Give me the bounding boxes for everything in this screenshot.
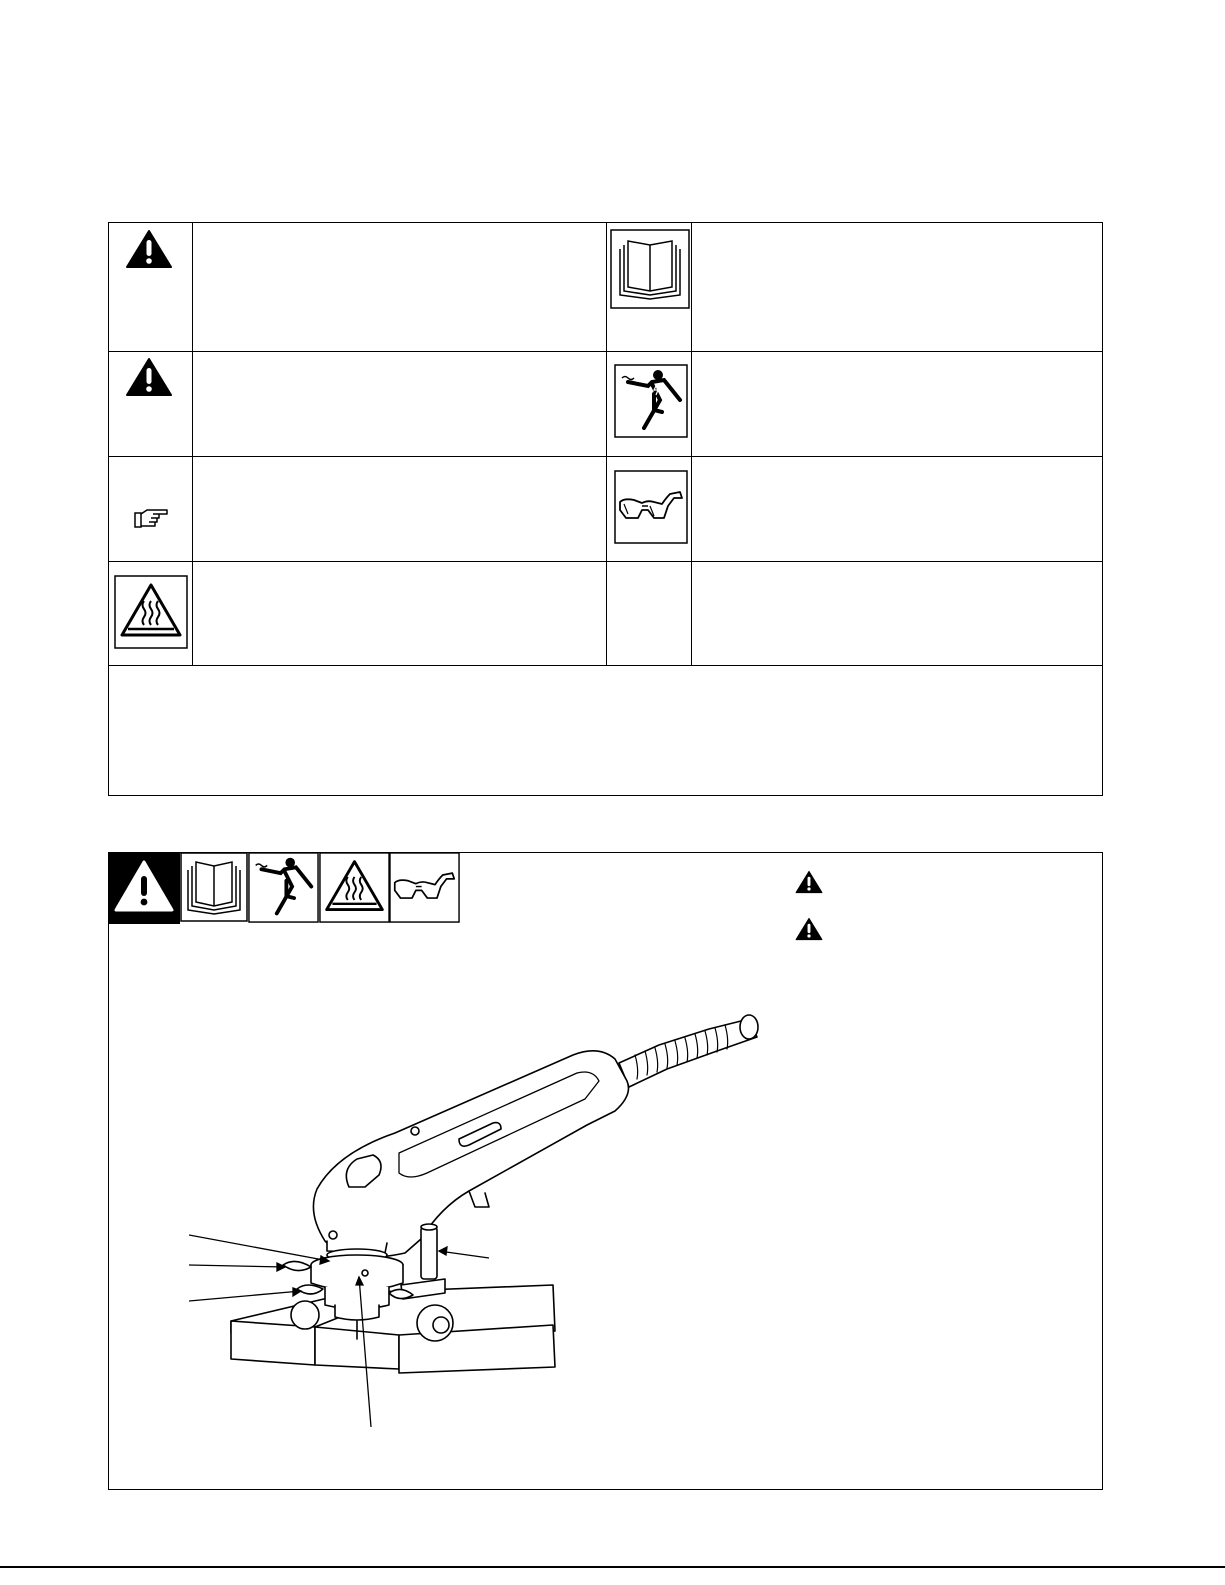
read-manual-icon bbox=[180, 852, 248, 922]
warning-triangle-icon bbox=[795, 917, 823, 941]
torch-warning-panel bbox=[108, 852, 1103, 1490]
table-divider bbox=[691, 223, 692, 665]
electric-shock-icon bbox=[248, 852, 319, 923]
page-bottom-rule bbox=[0, 1566, 1225, 1568]
warning-triangle-icon bbox=[795, 870, 823, 894]
warning-triangle-icon bbox=[125, 357, 173, 397]
pointing-hand-icon bbox=[133, 507, 169, 529]
safety-glasses-icon bbox=[614, 470, 688, 544]
warning-triangle-icon bbox=[108, 852, 180, 924]
table-divider bbox=[109, 456, 1102, 457]
table-divider bbox=[109, 561, 1102, 562]
hot-surface-icon bbox=[319, 852, 390, 923]
table-divider bbox=[606, 223, 607, 665]
read-manual-icon bbox=[610, 229, 690, 309]
safety-glasses-icon bbox=[389, 852, 460, 923]
warning-triangle-icon bbox=[125, 229, 173, 269]
table-divider bbox=[109, 665, 1102, 666]
plasma-torch-on-workpiece-icon bbox=[189, 1003, 789, 1443]
symbol-table bbox=[108, 222, 1103, 796]
hot-surface-icon bbox=[114, 575, 188, 649]
table-divider bbox=[192, 223, 193, 665]
table-divider bbox=[109, 351, 1102, 352]
electric-shock-icon bbox=[614, 364, 688, 438]
